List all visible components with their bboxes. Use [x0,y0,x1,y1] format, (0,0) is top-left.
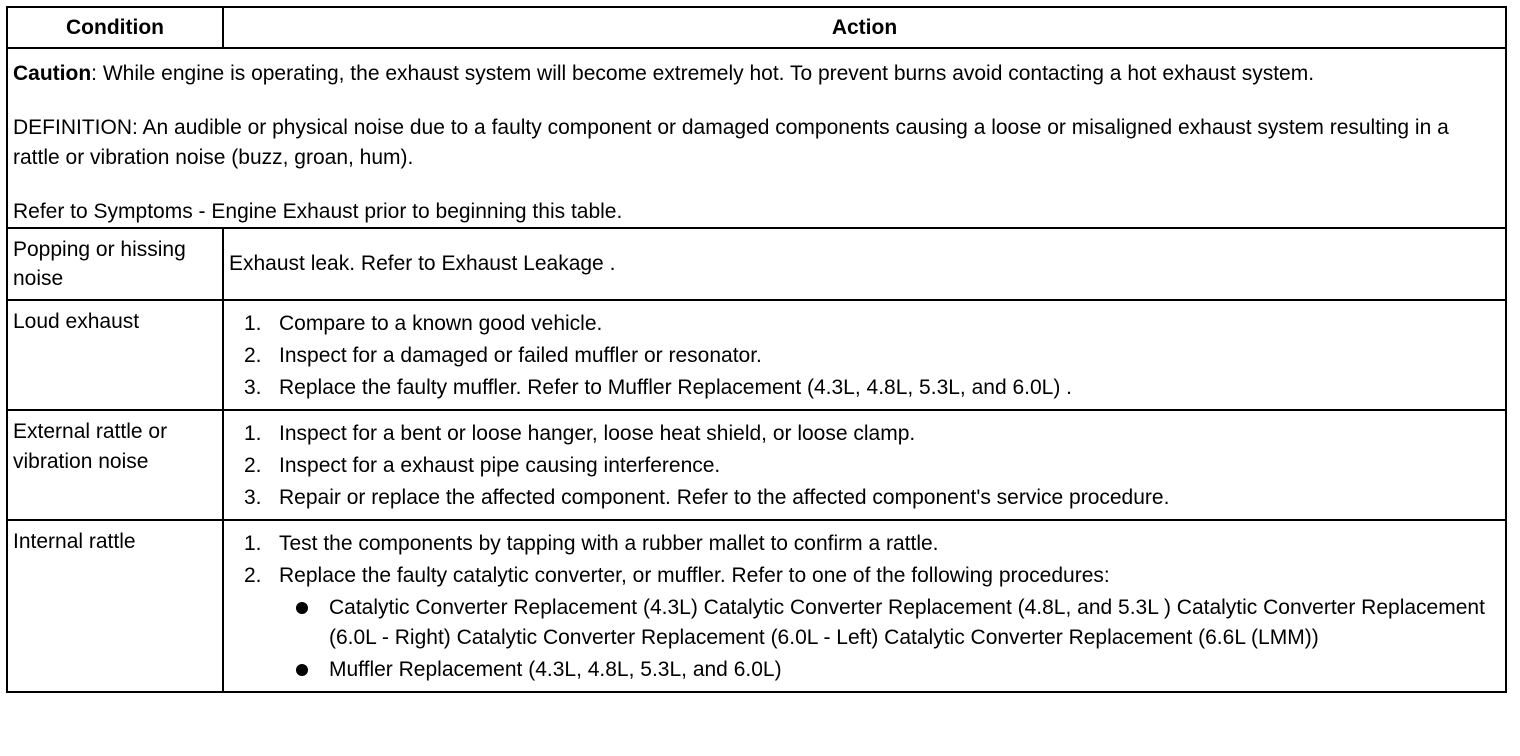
caution-cell [7,48,1506,228]
list-item [229,419,1500,449]
step-text: Replace the faulty catalytic converter, or muffler. Refer to one of the following procedures: [279,564,1110,587]
procedure-list [279,593,1500,685]
list-item [229,309,1500,339]
action-cell: Exhaust leak. Refer to Exhaust Leakage . [223,228,1506,300]
header-row [7,7,1506,48]
header-action: Action [223,7,1506,48]
refer-text: Refer to Symptoms - Engine Exhaust prior to beginning this table. [13,200,623,223]
condition-cell: Internal rattle [7,520,223,692]
table-row [7,520,1506,692]
step-number: 1. [244,312,262,335]
step-text: Replace the faulty muffler. Refer to Muffler Replacement (4.3L, 4.8L, 5.3L, and 6.0L) . [279,376,1073,399]
step-text: Inspect for a damaged or failed muffler or resonator. [279,344,762,367]
step-number: 2. [244,344,262,367]
step-number: 2. [244,454,262,477]
step-number: 1. [244,532,262,555]
list-item [229,529,1500,559]
step-text: Repair or replace the affected component. Refer to the affected component's service procedure. [279,486,1170,509]
step-text: Test the components by tapping with a rubber mallet to confirm a rattle. [279,532,939,555]
header-condition: Condition [7,7,223,48]
bullet-icon [296,664,308,676]
definition-text: DEFINITION: An audible or physical noise due to a faulty component or damaged components causing a loose or misaligned exhaust system resulting in a rattle or vibration noise (buzz, groan, hum). [13,116,1449,169]
condition-cell: Loud exhaust [7,300,223,410]
list-item [229,373,1500,403]
list-item [229,561,1500,685]
step-text: Compare to a known good vehicle. [279,312,603,335]
steps-list [229,529,1500,685]
procedure-item [279,593,1500,653]
step-number: 3. [244,376,262,399]
table-row [7,228,1506,300]
step-number: 3. [244,486,262,509]
step-number: 2. [244,564,262,587]
procedure-item [279,655,1500,685]
bullet-icon [296,602,308,614]
caution-row [7,48,1506,228]
table-row [7,300,1506,410]
caution-text: : While engine is operating, the exhaust system will become extremely hot. To prevent burns avoid contacting a hot exhaust system. [91,62,1315,85]
list-item [229,341,1500,371]
list-item [229,483,1500,513]
action-cell [223,520,1506,692]
step-text: Inspect for a bent or loose hanger, loose heat shield, or loose clamp. [279,422,916,445]
procedure-text: Catalytic Converter Replacement (4.3L) Catalytic Converter Replacement (4.8L, and 5.3L ) Catalytic Converter Replacement (6.0L - Right) Catalytic Converter Replacement (6.0L - Left) Catalytic Converter Replacement (6.6L (LMM)) [329,596,1485,649]
step-text: Inspect for a exhaust pipe causing interference. [279,454,721,477]
list-item [229,451,1500,481]
step-number: 1. [244,422,262,445]
action-cell [223,410,1506,520]
condition-cell: Popping or hissing noise [7,228,223,300]
procedure-text: Muffler Replacement (4.3L, 4.8L, 5.3L, and 6.0L) [329,658,782,681]
caution-paragraph [13,59,1500,89]
exhaust-diagnosis-table [6,6,1507,693]
caution-label: Caution [13,62,92,85]
steps-list [229,309,1500,403]
action-cell [223,300,1506,410]
table-row [7,410,1506,520]
condition-cell: External rattle or vibration noise [7,410,223,520]
steps-list [229,419,1500,513]
